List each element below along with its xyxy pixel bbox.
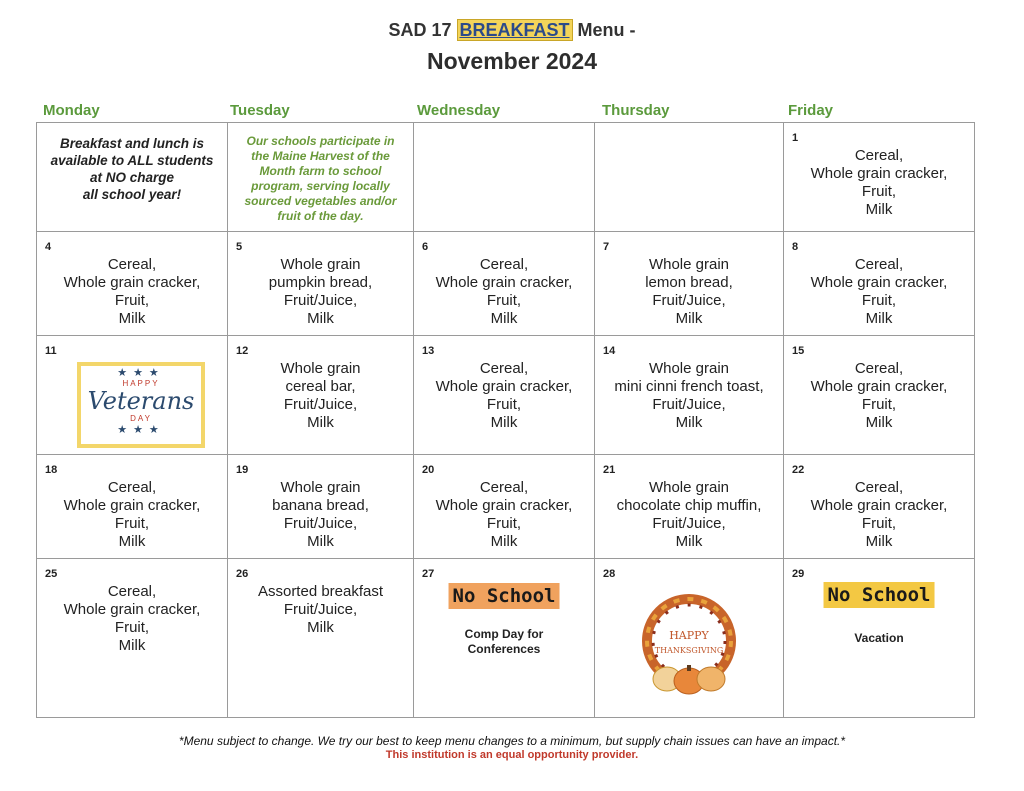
date-number: 20 (422, 464, 435, 476)
date-number: 12 (236, 345, 249, 357)
menu-items: Cereal, Whole grain cracker, Fruit, Milk (810, 360, 948, 431)
menu-disclaimer: *Menu subject to change. We try our best to keep menu changes to a minimum, but supply chain issues can have an impact.* (178, 734, 846, 748)
menu-items: Whole grain pumpkin bread, Fruit/Juice, Milk (268, 256, 373, 327)
menu-items: Cereal, Whole grain cracker, Fruit, Milk (63, 256, 201, 327)
no-school-badge: No School (449, 583, 560, 609)
veterans-day: DAY (130, 414, 152, 423)
menu-items: Cereal, Whole grain cracker, Fruit, Milk (810, 147, 948, 218)
menu-items: Cereal, Whole grain cracker, Fruit, Milk (810, 479, 948, 550)
thanksgiving-line2: THANKSGIVING (654, 646, 724, 655)
thanksgiving-wreath-image (631, 593, 747, 697)
star-icons: ★★★ (117, 367, 165, 379)
date-number: 15 (792, 345, 805, 357)
day-cell (37, 559, 228, 718)
date-number: 4 (45, 241, 52, 253)
day-cell (37, 232, 228, 336)
day-cell (228, 336, 414, 455)
day-cell (595, 455, 784, 559)
day-cell (784, 123, 975, 232)
veterans-happy: HAPPY (122, 379, 160, 388)
day-cell (595, 232, 784, 336)
cell-info-tuesday (228, 123, 414, 232)
day-cell (414, 559, 595, 718)
title-highlight: BREAKFAST (457, 19, 573, 41)
title-prefix: SAD 17 (388, 20, 452, 40)
no-school-badge: No School (824, 582, 935, 608)
day-cell (784, 559, 975, 718)
veterans-word: Veterans (87, 387, 195, 415)
day-cell (784, 232, 975, 336)
date-number: 8 (792, 241, 799, 253)
date-number: 19 (236, 464, 249, 476)
date-number: 18 (45, 464, 58, 476)
menu-items: Whole grain cereal bar, Fruit/Juice, Milk (280, 360, 361, 431)
title-suffix: Menu - (577, 20, 636, 40)
veterans-day-image (77, 362, 205, 448)
equal-opportunity-statement: This institution is an equal opportunity provider. (385, 749, 639, 761)
day-cell (37, 455, 228, 559)
day-cell (228, 232, 414, 336)
date-number: 29 (792, 568, 805, 580)
date-number: 6 (422, 241, 429, 253)
day-cell (595, 336, 784, 455)
cell-empty (595, 123, 784, 232)
date-number: 7 (603, 241, 610, 253)
day-cell (784, 455, 975, 559)
date-number: 28 (603, 568, 616, 580)
harvest-note: Our schools participate in the Maine Harvest of the Month farm to school program, serving locally sourced vegetables and/or fruit of the day. (244, 134, 397, 223)
thanksgiving-line1: HAPPY (669, 629, 709, 642)
day-cell (595, 559, 784, 718)
date-number: 1 (792, 132, 799, 144)
cell-empty (414, 123, 595, 232)
cell-info-monday (37, 123, 228, 232)
menu-items: Assorted breakfast Fruit/Juice, Milk (257, 583, 384, 636)
day-cell (228, 455, 414, 559)
date-number: 11 (45, 345, 57, 357)
date-number: 26 (236, 568, 249, 580)
date-number: 25 (45, 568, 58, 580)
date-number: 21 (603, 464, 616, 476)
day-cell (414, 336, 595, 455)
menu-items: Whole grain mini cinni french toast, Fruit/Juice, Milk (614, 360, 764, 431)
day-cell (784, 336, 975, 455)
day-cell (37, 336, 228, 455)
star-icons: ★★★ (117, 424, 165, 436)
date-number: 13 (422, 345, 435, 357)
menu-items: Cereal, Whole grain cracker, Fruit, Milk (63, 583, 201, 654)
date-number: 22 (792, 464, 805, 476)
calendar-grid (36, 122, 975, 718)
menu-items: Whole grain banana bread, Fruit/Juice, Milk (272, 479, 369, 550)
menu-items: Cereal, Whole grain cracker, Fruit, Milk (435, 360, 573, 431)
free-meals-note: Breakfast and lunch is available to ALL students at NO charge all school year! (50, 136, 214, 202)
menu-items: Whole grain lemon bread, Fruit/Juice, Milk (645, 256, 733, 327)
day-cell (414, 232, 595, 336)
day-header-wednesday: Wednesday (417, 102, 501, 119)
day-header-thursday: Thursday (602, 102, 670, 119)
menu-title (0, 20, 1024, 41)
menu-items: Cereal, Whole grain cracker, Fruit, Milk (810, 256, 948, 327)
date-number: 14 (603, 345, 616, 357)
menu-month: November 2024 (426, 48, 598, 74)
date-number: 27 (422, 568, 435, 580)
day-header-monday: Monday (43, 102, 100, 119)
day-cell (414, 455, 595, 559)
pumpkin-icon (653, 665, 725, 694)
day-cell (228, 559, 414, 718)
menu-items: Cereal, Whole grain cracker, Fruit, Milk (435, 479, 573, 550)
day-header-tuesday: Tuesday (230, 102, 290, 119)
menu-items: Cereal, Whole grain cracker, Fruit, Milk (435, 256, 573, 327)
comp-day-note: Comp Day for Conferences (464, 627, 544, 656)
day-header-friday: Friday (788, 102, 834, 119)
vacation-note: Vacation (854, 631, 904, 645)
menu-items: Whole grain chocolate chip muffin, Fruit/Juice, Milk (616, 479, 762, 550)
date-number: 5 (236, 241, 243, 253)
menu-items: Cereal, Whole grain cracker, Fruit, Milk (63, 479, 201, 550)
